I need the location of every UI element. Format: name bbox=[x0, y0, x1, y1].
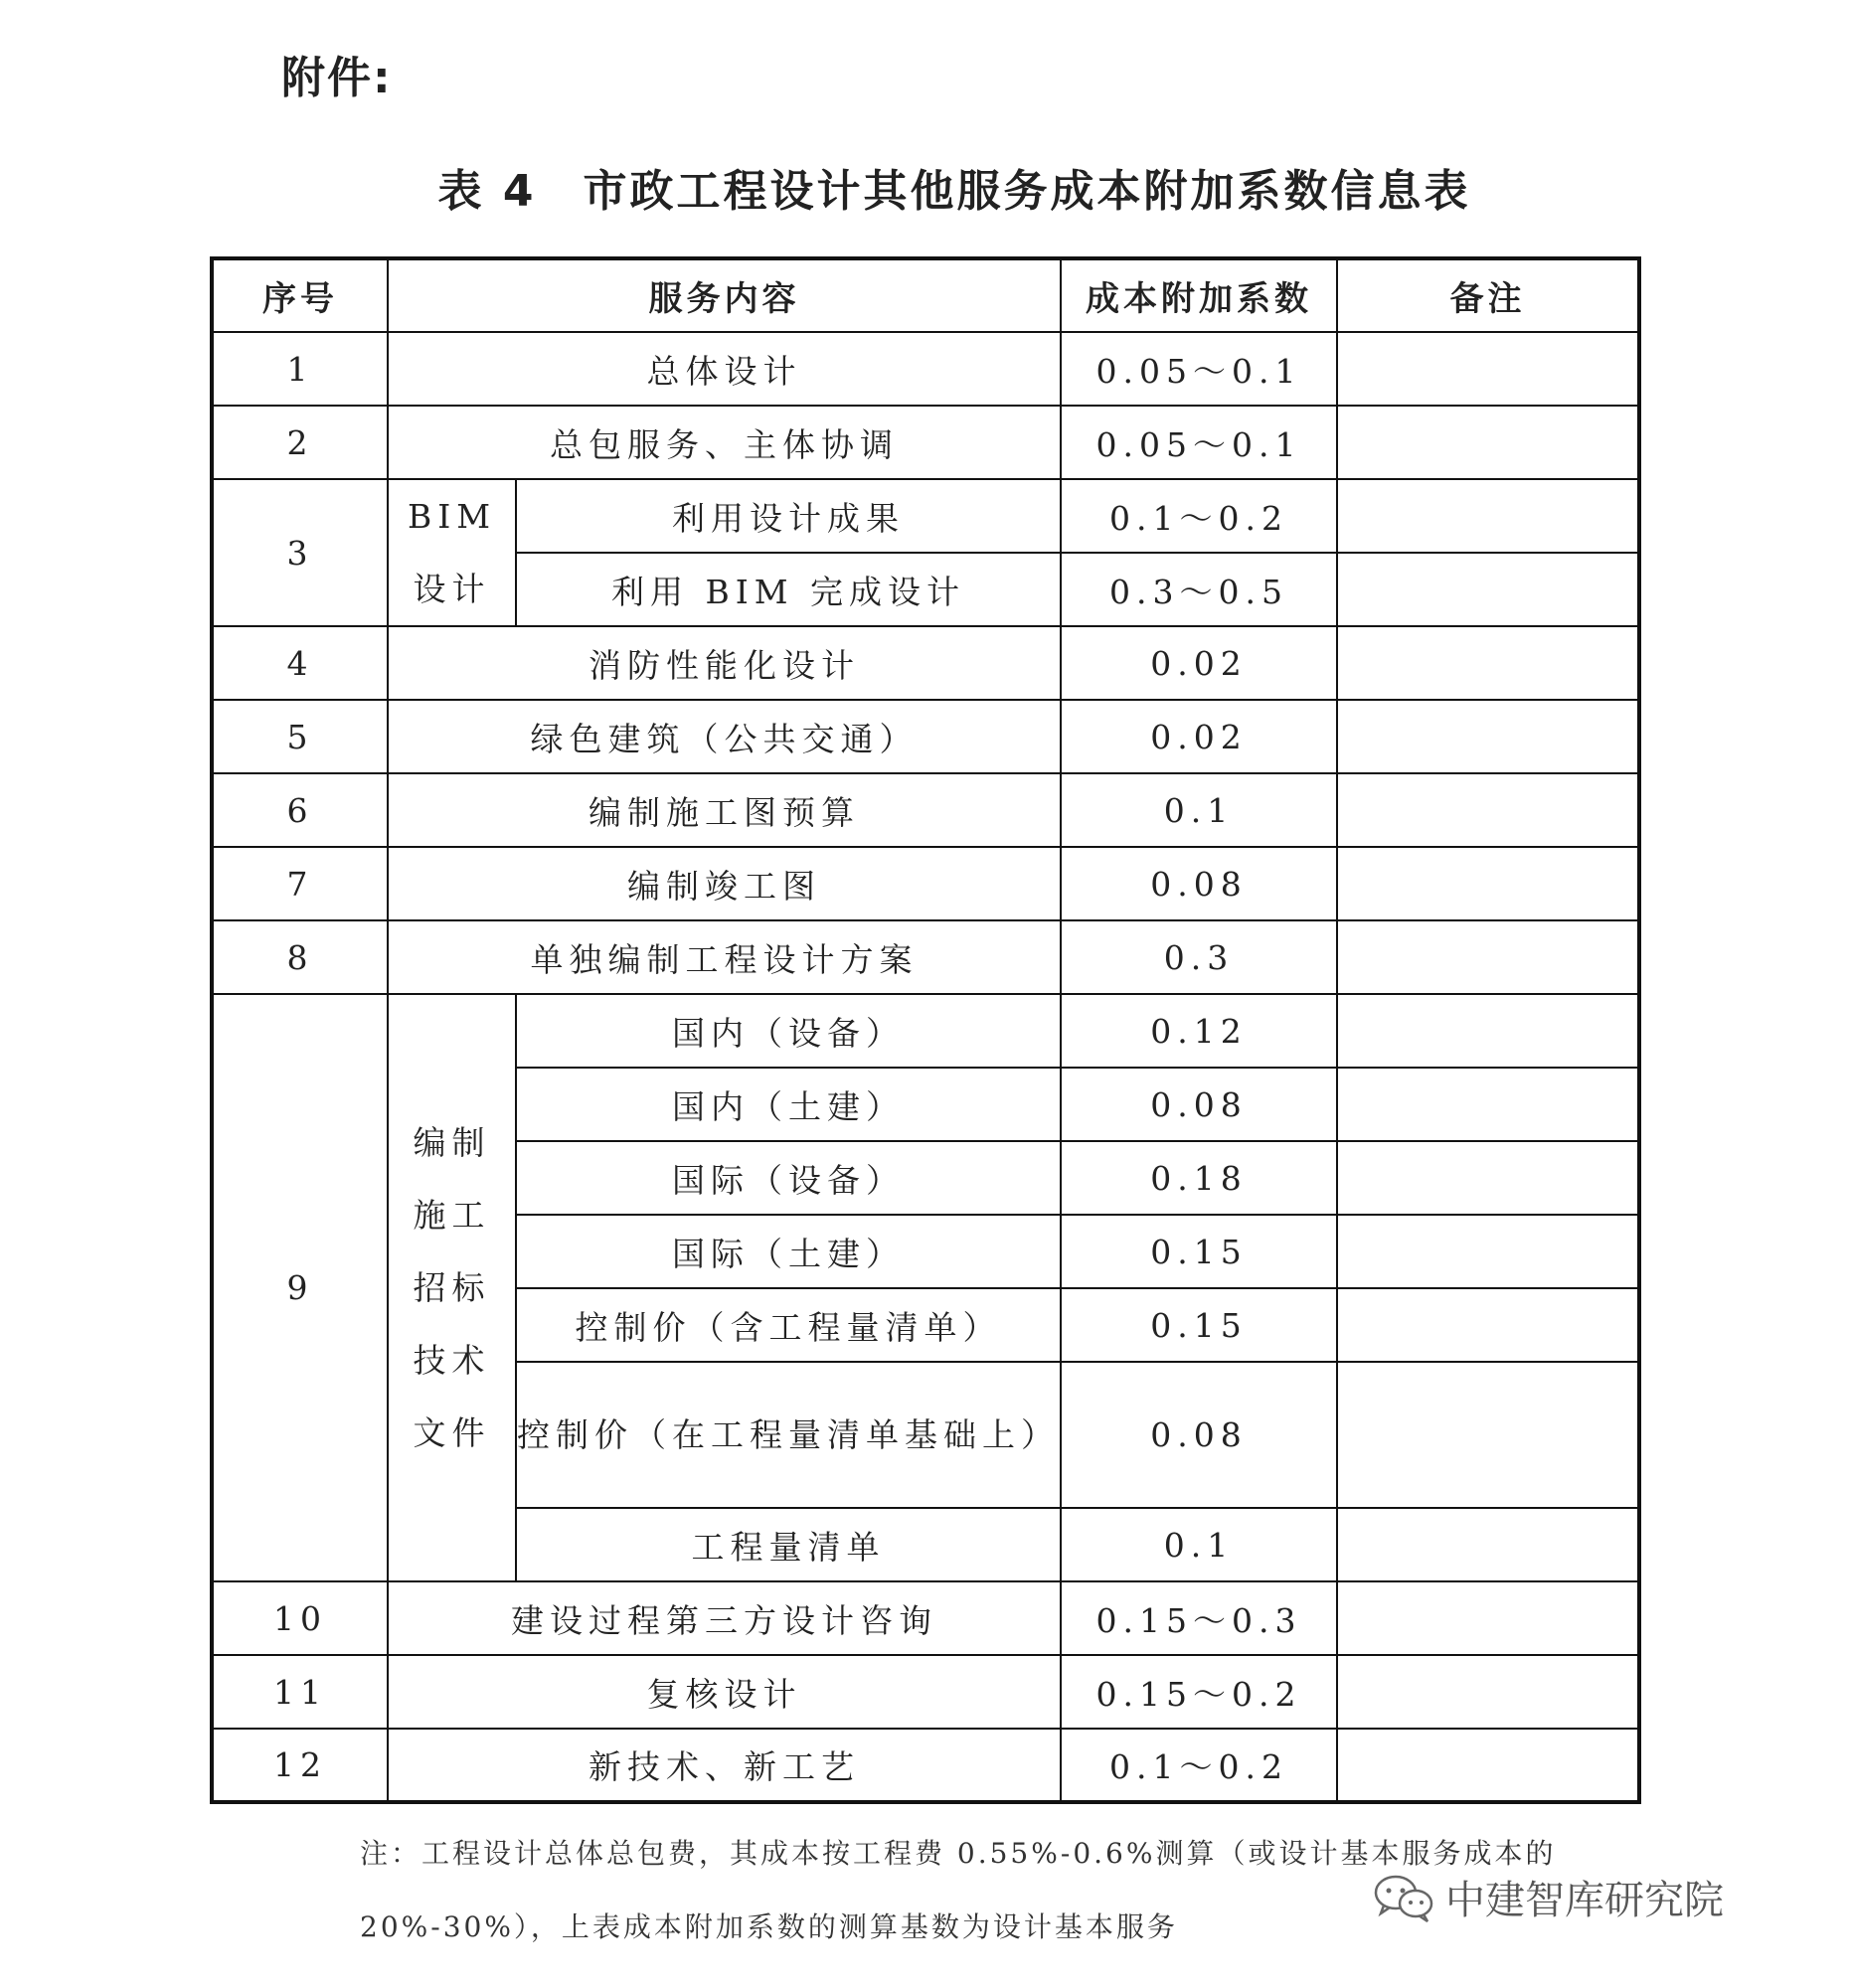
wechat-icon bbox=[1372, 1872, 1435, 1923]
row-no: 3 bbox=[212, 479, 388, 626]
row-remark bbox=[1337, 1655, 1639, 1729]
row-remark bbox=[1337, 406, 1639, 479]
row-content: 利用 BIM 完成设计 bbox=[516, 553, 1061, 626]
row-content: 国际（土建） bbox=[516, 1215, 1061, 1288]
row-content: 国内（设备） bbox=[516, 994, 1061, 1068]
row-coef: 0.3 bbox=[1061, 920, 1337, 994]
table-row bbox=[212, 1655, 1639, 1729]
row-no: 4 bbox=[212, 626, 388, 700]
row-coef: 0.05～0.1 bbox=[1061, 406, 1337, 479]
row-content: 利用设计成果 bbox=[516, 479, 1061, 553]
table-row bbox=[212, 920, 1639, 994]
row-no: 9 bbox=[212, 994, 388, 1581]
row-content: 复核设计 bbox=[388, 1655, 1061, 1729]
row-coef: 0.08 bbox=[1061, 847, 1337, 920]
row-content: 国内（土建） bbox=[516, 1068, 1061, 1141]
row-coef: 0.18 bbox=[1061, 1141, 1337, 1215]
row-no: 11 bbox=[212, 1655, 388, 1729]
page-title: 表 4 市政工程设计其他服务成本附加系数信息表 bbox=[437, 166, 1471, 217]
row-coef: 0.1 bbox=[1061, 773, 1337, 847]
row-remark bbox=[1337, 847, 1639, 920]
row-no: 2 bbox=[212, 406, 388, 479]
row-remark bbox=[1337, 920, 1639, 994]
table-row bbox=[212, 332, 1639, 406]
attachment-label: 附件: bbox=[281, 53, 393, 103]
row-content: 单独编制工程设计方案 bbox=[388, 920, 1061, 994]
row-coef: 0.05～0.1 bbox=[1061, 332, 1337, 406]
row-content: 控制价（含工程量清单） bbox=[516, 1288, 1061, 1362]
coefficient-table bbox=[210, 256, 1641, 1804]
footnote: 注：工程设计总体总包费，其成本按工程费 0.55%-0.6%测算（或设计基本服务成本的20%-30%），上表成本附加系数的测算基数为设计基本服务 bbox=[360, 1837, 1557, 1943]
row-coef: 0.15 bbox=[1061, 1215, 1337, 1288]
table-row bbox=[212, 406, 1639, 479]
row-content: 绿色建筑（公共交通） bbox=[388, 700, 1061, 773]
table-row bbox=[212, 700, 1639, 773]
row-no: 5 bbox=[212, 700, 388, 773]
row-coef: 0.02 bbox=[1061, 700, 1337, 773]
row-remark bbox=[1337, 1581, 1639, 1655]
row-remark bbox=[1337, 700, 1639, 773]
row-no: 6 bbox=[212, 773, 388, 847]
row-no: 1 bbox=[212, 332, 388, 406]
row-content: 总体设计 bbox=[388, 332, 1061, 406]
watermark bbox=[1372, 1869, 1724, 1925]
row-remark bbox=[1337, 626, 1639, 700]
row-content: 控制价（在工程量清单基础上） bbox=[516, 1362, 1061, 1508]
group-label-bim: BIM设计 bbox=[388, 479, 516, 626]
row-remark bbox=[1337, 1288, 1639, 1362]
header-remark: 备注 bbox=[1337, 258, 1639, 332]
row-coef: 0.15～0.2 bbox=[1061, 1655, 1337, 1729]
row-remark bbox=[1337, 994, 1639, 1068]
row-content: 总包服务、主体协调 bbox=[388, 406, 1061, 479]
table-header-row bbox=[212, 258, 1639, 332]
row-content: 编制施工图预算 bbox=[388, 773, 1061, 847]
row-content: 国际（设备） bbox=[516, 1141, 1061, 1215]
row-no: 12 bbox=[212, 1729, 388, 1802]
header-content: 服务内容 bbox=[388, 258, 1061, 332]
row-coef: 0.08 bbox=[1061, 1362, 1337, 1508]
table-row bbox=[212, 1729, 1639, 1802]
row-coef: 0.15～0.3 bbox=[1061, 1581, 1337, 1655]
table-row bbox=[212, 1581, 1639, 1655]
row-coef: 0.1 bbox=[1061, 1508, 1337, 1581]
row-coef: 0.15 bbox=[1061, 1288, 1337, 1362]
group-label-tender: 编制施工招标技术文件 bbox=[388, 994, 516, 1581]
row-content: 新技术、新工艺 bbox=[388, 1729, 1061, 1802]
row-coef: 0.1～0.2 bbox=[1061, 1729, 1337, 1802]
row-remark bbox=[1337, 553, 1639, 626]
row-remark bbox=[1337, 1362, 1639, 1508]
row-content: 编制竣工图 bbox=[388, 847, 1061, 920]
table-row bbox=[212, 626, 1639, 700]
row-coef: 0.12 bbox=[1061, 994, 1337, 1068]
row-remark bbox=[1337, 1215, 1639, 1288]
row-content: 建设过程第三方设计咨询 bbox=[388, 1581, 1061, 1655]
table-row bbox=[212, 994, 1639, 1068]
row-content: 工程量清单 bbox=[516, 1508, 1061, 1581]
header-no: 序号 bbox=[212, 258, 388, 332]
row-remark bbox=[1337, 1068, 1639, 1141]
row-remark bbox=[1337, 332, 1639, 406]
row-coef: 0.1～0.2 bbox=[1061, 479, 1337, 553]
row-remark bbox=[1337, 1729, 1639, 1802]
row-no: 10 bbox=[212, 1581, 388, 1655]
row-no: 7 bbox=[212, 847, 388, 920]
table-row bbox=[212, 773, 1639, 847]
row-remark bbox=[1337, 773, 1639, 847]
row-coef: 0.08 bbox=[1061, 1068, 1337, 1141]
row-no: 8 bbox=[212, 920, 388, 994]
row-remark bbox=[1337, 1508, 1639, 1581]
row-remark bbox=[1337, 479, 1639, 553]
watermark-text: 中建智库研究院 bbox=[1445, 1878, 1724, 1923]
table-row bbox=[212, 847, 1639, 920]
row-coef: 0.02 bbox=[1061, 626, 1337, 700]
row-remark bbox=[1337, 1141, 1639, 1215]
row-coef: 0.3～0.5 bbox=[1061, 553, 1337, 626]
header-coef: 成本附加系数 bbox=[1061, 258, 1337, 332]
table-row bbox=[212, 479, 1639, 553]
row-content: 消防性能化设计 bbox=[388, 626, 1061, 700]
